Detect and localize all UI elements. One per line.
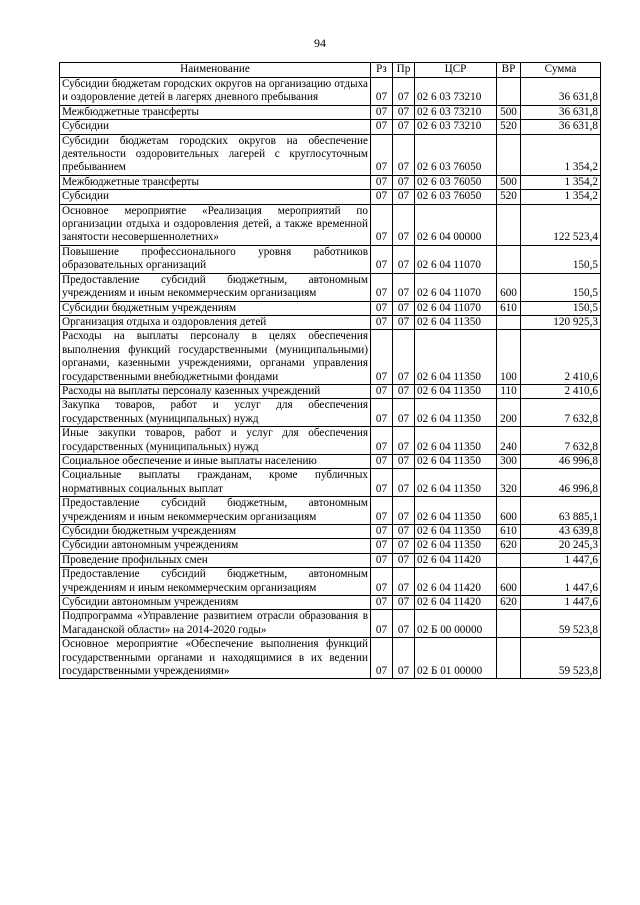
- row-csr: 02 6 04 11350: [415, 427, 497, 455]
- row-rz: 07: [371, 204, 393, 245]
- row-csr: 02 6 03 73210: [415, 78, 497, 106]
- row-name: Межбюджетные трансферты: [60, 105, 371, 119]
- row-name: Субсидии бюджетам городских округов на организацию отдыха и оздоровление детей в лагерях дневного пребывания: [60, 78, 371, 106]
- row-vr: 620: [497, 596, 521, 610]
- row-sum: 150,5: [521, 245, 601, 273]
- row-vr: 600: [497, 273, 521, 301]
- row-rz: 07: [371, 105, 393, 119]
- table-row: [60, 638, 601, 679]
- row-rz: 07: [371, 539, 393, 553]
- table-row: [60, 245, 601, 273]
- row-sum: 36 631,8: [521, 105, 601, 119]
- row-pr: 07: [393, 273, 415, 301]
- row-name: Основное мероприятие «Обеспечение выполнения функций государственными органами и находящимися в их ведении государственными учреждениями»: [60, 638, 371, 679]
- row-name: Расходы на выплаты персоналу казенных учреждений: [60, 384, 371, 398]
- row-csr: 02 6 04 11350: [415, 525, 497, 539]
- row-csr: 02 6 04 11350: [415, 539, 497, 553]
- row-pr: 07: [393, 399, 415, 427]
- row-pr: 07: [393, 469, 415, 497]
- row-csr: 02 6 03 73210: [415, 120, 497, 134]
- row-sum: 63 885,1: [521, 497, 601, 525]
- table-row: [60, 384, 601, 398]
- table-row: [60, 330, 601, 385]
- header-sum: Сумма: [521, 63, 601, 78]
- row-csr: 02 6 04 11350: [415, 497, 497, 525]
- row-sum: 2 410,6: [521, 330, 601, 385]
- row-vr: 500: [497, 175, 521, 189]
- row-name: Субсидии автономным учреждениям: [60, 596, 371, 610]
- row-vr: [497, 204, 521, 245]
- row-pr: 07: [393, 596, 415, 610]
- row-pr: 07: [393, 120, 415, 134]
- row-name: Повышение профессионального уровня работников образовательных организаций: [60, 245, 371, 273]
- row-name: Предоставление субсидий бюджетным, автономным учреждениям и иным некоммерческим организациям: [60, 497, 371, 525]
- row-csr: 02 6 04 11350: [415, 399, 497, 427]
- row-vr: 610: [497, 525, 521, 539]
- row-rz: 07: [371, 330, 393, 385]
- row-sum: 59 523,8: [521, 638, 601, 679]
- row-name: Субсидии: [60, 190, 371, 204]
- table-row: [60, 525, 601, 539]
- row-vr: 110: [497, 384, 521, 398]
- table-header-row: [60, 63, 601, 78]
- row-sum: 36 631,8: [521, 120, 601, 134]
- budget-table: [59, 62, 601, 679]
- row-vr: 620: [497, 539, 521, 553]
- row-pr: 07: [393, 539, 415, 553]
- row-vr: 500: [497, 105, 521, 119]
- row-rz: 07: [371, 301, 393, 315]
- row-rz: 07: [371, 497, 393, 525]
- row-rz: 07: [371, 469, 393, 497]
- row-vr: 240: [497, 427, 521, 455]
- row-name: Субсидии автономным учреждениям: [60, 539, 371, 553]
- row-csr: 02 Б 00 00000: [415, 610, 497, 638]
- row-sum: 46 996,8: [521, 454, 601, 468]
- row-rz: 07: [371, 384, 393, 398]
- row-rz: 07: [371, 315, 393, 329]
- row-rz: 07: [371, 78, 393, 106]
- row-vr: [497, 134, 521, 175]
- table-row: [60, 120, 601, 134]
- table-row: [60, 204, 601, 245]
- row-name: Социальные выплаты гражданам, кроме публичных нормативных социальных выплат: [60, 469, 371, 497]
- row-csr: 02 6 04 11350: [415, 469, 497, 497]
- row-vr: [497, 315, 521, 329]
- row-pr: 07: [393, 105, 415, 119]
- row-rz: 07: [371, 568, 393, 596]
- row-pr: 07: [393, 553, 415, 567]
- row-name: Межбюджетные трансферты: [60, 175, 371, 189]
- table-row: [60, 301, 601, 315]
- row-name: Субсидии бюджетам городских округов на обеспечение деятельности оздоровительных лагерей с круглосуточным пребыванием: [60, 134, 371, 175]
- row-rz: 07: [371, 525, 393, 539]
- table-row: [60, 497, 601, 525]
- table-row: [60, 315, 601, 329]
- row-sum: 150,5: [521, 273, 601, 301]
- row-csr: 02 6 03 76050: [415, 175, 497, 189]
- row-sum: 7 632,8: [521, 399, 601, 427]
- row-rz: 07: [371, 120, 393, 134]
- header-name: Наименование: [60, 63, 371, 78]
- row-sum: 59 523,8: [521, 610, 601, 638]
- row-csr: 02 6 03 76050: [415, 190, 497, 204]
- row-csr: 02 6 04 11420: [415, 553, 497, 567]
- row-sum: 46 996,8: [521, 469, 601, 497]
- table-row: [60, 175, 601, 189]
- table-row: [60, 273, 601, 301]
- row-csr: 02 6 04 11350: [415, 454, 497, 468]
- header-vr: ВР: [497, 63, 521, 78]
- table-row: [60, 596, 601, 610]
- table-row: [60, 539, 601, 553]
- row-rz: 07: [371, 190, 393, 204]
- row-rz: 07: [371, 454, 393, 468]
- row-csr: 02 6 04 11070: [415, 301, 497, 315]
- row-rz: 07: [371, 553, 393, 567]
- header-rz: Рз: [371, 63, 393, 78]
- row-rz: 07: [371, 610, 393, 638]
- row-vr: 300: [497, 454, 521, 468]
- row-pr: 07: [393, 175, 415, 189]
- row-name: Проведение профильных смен: [60, 553, 371, 567]
- row-vr: 200: [497, 399, 521, 427]
- row-rz: 07: [371, 245, 393, 273]
- row-sum: 1 354,2: [521, 175, 601, 189]
- row-vr: 520: [497, 120, 521, 134]
- row-name: Иные закупки товаров, работ и услуг для обеспечения государственных (муниципальных) нужд: [60, 427, 371, 455]
- table-row: [60, 134, 601, 175]
- row-csr: 02 6 03 73210: [415, 105, 497, 119]
- row-csr: 02 6 04 00000: [415, 204, 497, 245]
- row-vr: [497, 245, 521, 273]
- row-pr: 07: [393, 568, 415, 596]
- row-csr: 02 6 04 11420: [415, 568, 497, 596]
- row-name: Подпрограмма «Управление развитием отрасли образования в Магаданской области» на 2014-2020 годы»: [60, 610, 371, 638]
- row-pr: 07: [393, 610, 415, 638]
- row-pr: 07: [393, 384, 415, 398]
- table-row: [60, 399, 601, 427]
- row-vr: [497, 638, 521, 679]
- row-sum: 1 447,6: [521, 568, 601, 596]
- row-pr: 07: [393, 454, 415, 468]
- row-csr: 02 Б 01 00000: [415, 638, 497, 679]
- row-pr: 07: [393, 204, 415, 245]
- row-vr: [497, 610, 521, 638]
- row-pr: 07: [393, 315, 415, 329]
- row-rz: 07: [371, 638, 393, 679]
- row-name: Субсидии бюджетным учреждениям: [60, 525, 371, 539]
- row-vr: 600: [497, 497, 521, 525]
- row-rz: 07: [371, 596, 393, 610]
- table-row: [60, 553, 601, 567]
- row-pr: 07: [393, 330, 415, 385]
- row-vr: 100: [497, 330, 521, 385]
- row-name: Основное мероприятие «Реализация мероприятий по организации отдыха и оздоровления детей, а также временной занятости несовершеннолетних»: [60, 204, 371, 245]
- table-row: [60, 454, 601, 468]
- row-sum: 1 447,6: [521, 596, 601, 610]
- row-csr: 02 6 03 76050: [415, 134, 497, 175]
- row-name: Предоставление субсидий бюджетным, автономным учреждениям и иным некоммерческим организациям: [60, 568, 371, 596]
- row-csr: 02 6 04 11350: [415, 384, 497, 398]
- page-number: 94: [314, 36, 326, 50]
- header-csr: ЦСР: [415, 63, 497, 78]
- row-pr: 07: [393, 525, 415, 539]
- row-sum: 1 447,6: [521, 553, 601, 567]
- row-rz: 07: [371, 134, 393, 175]
- row-sum: 1 354,2: [521, 190, 601, 204]
- row-vr: [497, 78, 521, 106]
- row-csr: 02 6 04 11070: [415, 245, 497, 273]
- row-name: Расходы на выплаты персоналу в целях обеспечения выполнения функций государственными (муниципальными) органами, казенными учреждениями, органами управления государственными внебюджетными фондами: [60, 330, 371, 385]
- row-name: Предоставление субсидий бюджетным, автономным учреждениям и иным некоммерческим организациям: [60, 273, 371, 301]
- row-sum: 150,5: [521, 301, 601, 315]
- table-row: [60, 469, 601, 497]
- row-csr: 02 6 04 11070: [415, 273, 497, 301]
- row-sum: 120 925,3: [521, 315, 601, 329]
- row-pr: 07: [393, 190, 415, 204]
- row-vr: 320: [497, 469, 521, 497]
- row-vr: 520: [497, 190, 521, 204]
- row-sum: 122 523,4: [521, 204, 601, 245]
- row-pr: 07: [393, 78, 415, 106]
- row-name: Социальное обеспечение и иные выплаты населению: [60, 454, 371, 468]
- table-row: [60, 190, 601, 204]
- row-sum: 20 245,3: [521, 539, 601, 553]
- table-row: [60, 105, 601, 119]
- table-row: [60, 568, 601, 596]
- row-pr: 07: [393, 301, 415, 315]
- row-rz: 07: [371, 273, 393, 301]
- row-pr: 07: [393, 134, 415, 175]
- row-sum: 43 639,8: [521, 525, 601, 539]
- row-sum: 1 354,2: [521, 134, 601, 175]
- row-vr: 610: [497, 301, 521, 315]
- row-sum: 36 631,8: [521, 78, 601, 106]
- row-rz: 07: [371, 175, 393, 189]
- row-pr: 07: [393, 427, 415, 455]
- row-rz: 07: [371, 427, 393, 455]
- row-pr: 07: [393, 497, 415, 525]
- table-row: [60, 610, 601, 638]
- row-name: Субсидии бюджетным учреждениям: [60, 301, 371, 315]
- row-name: Закупка товаров, работ и услуг для обеспечения государственных (муниципальных) нужд: [60, 399, 371, 427]
- row-vr: 600: [497, 568, 521, 596]
- row-vr: [497, 553, 521, 567]
- row-rz: 07: [371, 399, 393, 427]
- row-csr: 02 6 04 11350: [415, 315, 497, 329]
- row-sum: 7 632,8: [521, 427, 601, 455]
- row-pr: 07: [393, 245, 415, 273]
- row-pr: 07: [393, 638, 415, 679]
- row-name: Организация отдыха и оздоровления детей: [60, 315, 371, 329]
- row-csr: 02 6 04 11350: [415, 330, 497, 385]
- table-row: [60, 427, 601, 455]
- table-row: [60, 78, 601, 106]
- row-sum: 2 410,6: [521, 384, 601, 398]
- row-name: Субсидии: [60, 120, 371, 134]
- row-csr: 02 6 04 11420: [415, 596, 497, 610]
- header-pr: Пр: [393, 63, 415, 78]
